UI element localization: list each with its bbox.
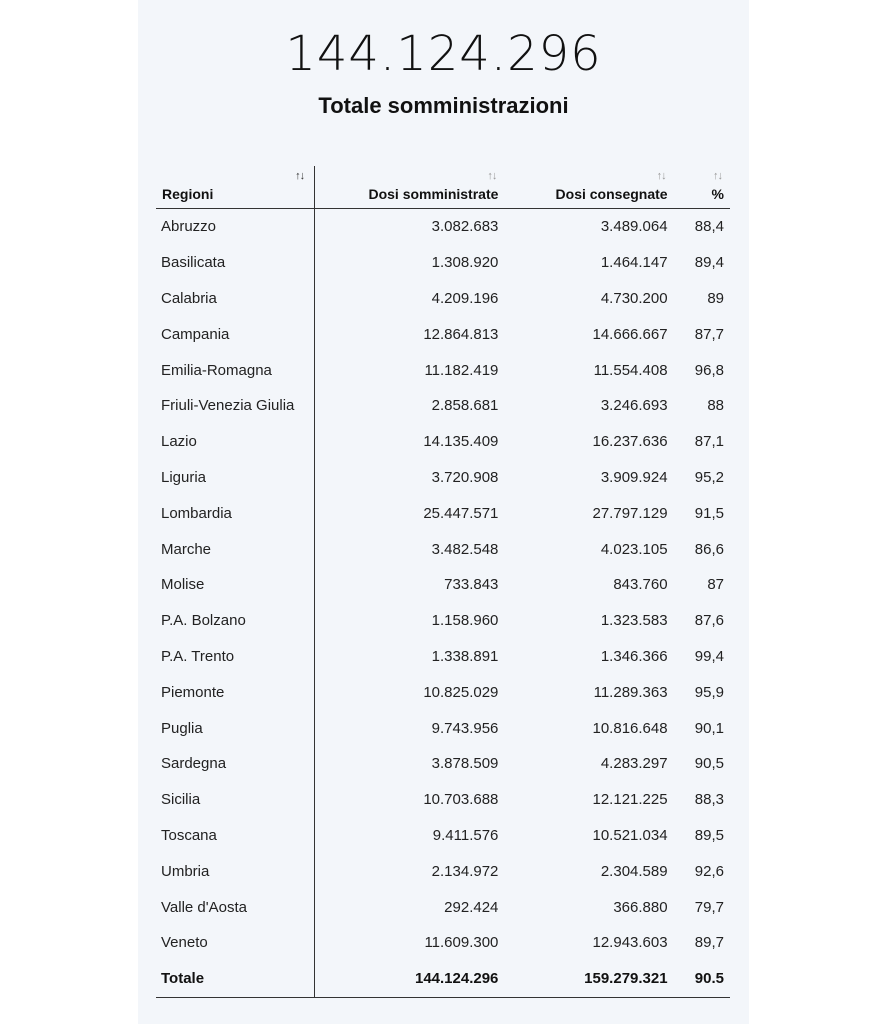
region-cell: Liguria	[156, 460, 315, 496]
delivered-cell: 843.760	[613, 576, 668, 594]
region-cell: Emilia-Romagna	[156, 352, 315, 388]
column-header-regions[interactable]	[156, 166, 315, 209]
table-total-row	[156, 961, 730, 997]
delivered-cell: 4.023.105	[600, 540, 668, 558]
percent-cell: 89,5	[694, 826, 724, 844]
administered-cell: 9.411.576	[432, 826, 499, 844]
region-cell: P.A. Bolzano	[156, 603, 315, 639]
table-row	[156, 424, 730, 460]
region-cell: Sardegna	[156, 746, 315, 782]
region-cell: Calabria	[156, 281, 315, 317]
sort-arrows-icon[interactable]: ↑↓	[656, 170, 666, 182]
total-administrations-value: 144.124.296	[285, 26, 602, 82]
delivered-cell: 1.323.583	[600, 612, 668, 630]
administered-cell: 10.703.688	[423, 791, 499, 809]
percent-cell: 88	[707, 397, 724, 415]
region-cell: Puglia	[156, 710, 315, 746]
delivered-cell: 366.880	[613, 898, 668, 916]
delivered-cell: 1.346.366	[600, 647, 668, 665]
table-row	[156, 245, 730, 281]
region-cell: Totale	[156, 961, 315, 997]
table-row	[156, 531, 730, 567]
delivered-cell: 12.121.225	[592, 791, 668, 809]
delivered-cell: 4.283.297	[600, 755, 668, 773]
administered-cell: 733.843	[444, 576, 499, 594]
administered-cell: 11.182.419	[424, 361, 499, 379]
delivered-cell: 14.666.667	[592, 325, 668, 343]
administered-cell: 3.082.683	[431, 218, 499, 236]
table-row	[156, 603, 730, 639]
percent-cell: 87,7	[694, 325, 724, 343]
column-header-label: Dosi somministrate	[368, 186, 499, 202]
percent-cell: 95,2	[694, 468, 724, 486]
delivered-cell: 10.521.034	[592, 826, 668, 844]
region-cell: P.A. Trento	[156, 639, 315, 675]
administered-cell: 144.124.296	[315, 961, 505, 997]
percent-cell: 88,4	[694, 218, 724, 236]
region-cell: Piemonte	[156, 674, 315, 710]
percent-cell: 79,7	[694, 898, 724, 916]
percent-cell: 90.5	[674, 961, 730, 997]
column-header-delivered[interactable]	[504, 166, 673, 209]
administered-cell: 292.424	[444, 898, 499, 916]
table-row	[156, 352, 730, 388]
delivered-cell: 2.304.589	[600, 862, 668, 880]
table-row	[156, 281, 730, 317]
regions-table	[156, 166, 730, 998]
delivered-cell: 3.489.064	[600, 218, 668, 236]
administered-cell: 1.338.891	[431, 647, 499, 665]
region-cell: Toscana	[156, 818, 315, 854]
table-row	[156, 495, 730, 531]
table-row	[156, 388, 730, 424]
table-row	[156, 853, 730, 889]
administered-cell: 3.482.548	[431, 540, 499, 558]
administered-cell: 2.134.972	[431, 862, 499, 880]
region-cell: Friuli-Venezia Giulia	[156, 388, 315, 424]
region-cell: Valle d'Aosta	[156, 889, 315, 925]
delivered-cell: 159.279.321	[504, 961, 673, 997]
percent-cell: 87	[707, 576, 724, 594]
region-cell: Basilicata	[156, 245, 315, 281]
table-row	[156, 316, 730, 352]
table-row	[156, 710, 730, 746]
table-row	[156, 209, 730, 245]
sort-arrows-icon[interactable]: ↑↓	[487, 170, 497, 182]
percent-cell: 95,9	[694, 683, 724, 701]
table-row	[156, 674, 730, 710]
percent-cell: 90,5	[694, 755, 724, 773]
percent-cell: 89,7	[694, 934, 724, 952]
administered-cell: 10.825.029	[423, 683, 499, 701]
delivered-cell: 11.554.408	[593, 361, 668, 379]
column-header-percent[interactable]	[674, 166, 730, 209]
table-row	[156, 639, 730, 675]
region-cell: Marche	[156, 531, 315, 567]
column-header-label: %	[711, 186, 724, 202]
administered-cell: 4.209.196	[431, 289, 499, 307]
administered-cell: 2.858.681	[431, 397, 499, 415]
percent-cell: 88,3	[694, 791, 724, 809]
column-header-administered[interactable]	[315, 166, 505, 209]
region-cell: Umbria	[156, 853, 315, 889]
delivered-cell: 3.246.693	[600, 397, 668, 415]
table-row	[156, 567, 730, 603]
region-cell: Veneto	[156, 925, 315, 961]
region-cell: Lombardia	[156, 495, 315, 531]
table-row	[156, 460, 730, 496]
percent-cell: 99,4	[694, 647, 724, 665]
administered-cell: 12.864.813	[423, 325, 499, 343]
administered-cell: 1.158.960	[431, 612, 499, 630]
administered-cell: 3.720.908	[431, 468, 499, 486]
region-cell: Sicilia	[156, 782, 315, 818]
percent-cell: 90,1	[694, 719, 724, 737]
percent-cell: 92,6	[694, 862, 724, 880]
delivered-cell: 3.909.924	[600, 468, 668, 486]
table-row	[156, 889, 730, 925]
administered-cell: 11.609.300	[424, 934, 499, 952]
table-body	[156, 209, 730, 998]
delivered-cell: 4.730.200	[600, 289, 668, 307]
delivered-cell: 12.943.603	[592, 934, 668, 952]
percent-cell: 89,4	[694, 254, 724, 272]
percent-cell: 91,5	[694, 504, 724, 522]
total-administrations-label: Totale somministrazioni	[318, 93, 569, 118]
percent-cell: 96,8	[694, 361, 724, 379]
table-row	[156, 782, 730, 818]
delivered-cell: 16.237.636	[592, 433, 668, 451]
table-row	[156, 746, 730, 782]
region-cell: Abruzzo	[156, 209, 315, 245]
administered-cell: 1.308.920	[431, 254, 499, 272]
percent-cell: 87,6	[694, 612, 724, 630]
percent-cell: 87,1	[694, 433, 724, 451]
administered-cell: 25.447.571	[423, 504, 499, 522]
percent-cell: 89	[707, 289, 724, 307]
delivered-cell: 11.289.363	[593, 683, 668, 701]
sort-arrows-icon[interactable]: ↑↓	[295, 170, 305, 182]
table-header-row	[156, 166, 730, 209]
sort-arrows-icon[interactable]: ↑↓	[713, 170, 722, 182]
delivered-cell: 27.797.129	[592, 504, 668, 522]
delivered-cell: 1.464.147	[600, 254, 668, 272]
table-row	[156, 925, 730, 961]
region-cell: Lazio	[156, 424, 315, 460]
region-cell: Campania	[156, 316, 315, 352]
administered-cell: 3.878.509	[431, 755, 499, 773]
table-row	[156, 818, 730, 854]
administered-cell: 14.135.409	[423, 433, 499, 451]
percent-cell: 86,6	[694, 540, 724, 558]
column-header-label: Dosi consegnate	[555, 186, 668, 202]
administered-cell: 9.743.956	[431, 719, 499, 737]
delivered-cell: 10.816.648	[592, 719, 668, 737]
region-cell: Molise	[156, 567, 315, 603]
column-header-label: Regioni	[162, 186, 214, 202]
